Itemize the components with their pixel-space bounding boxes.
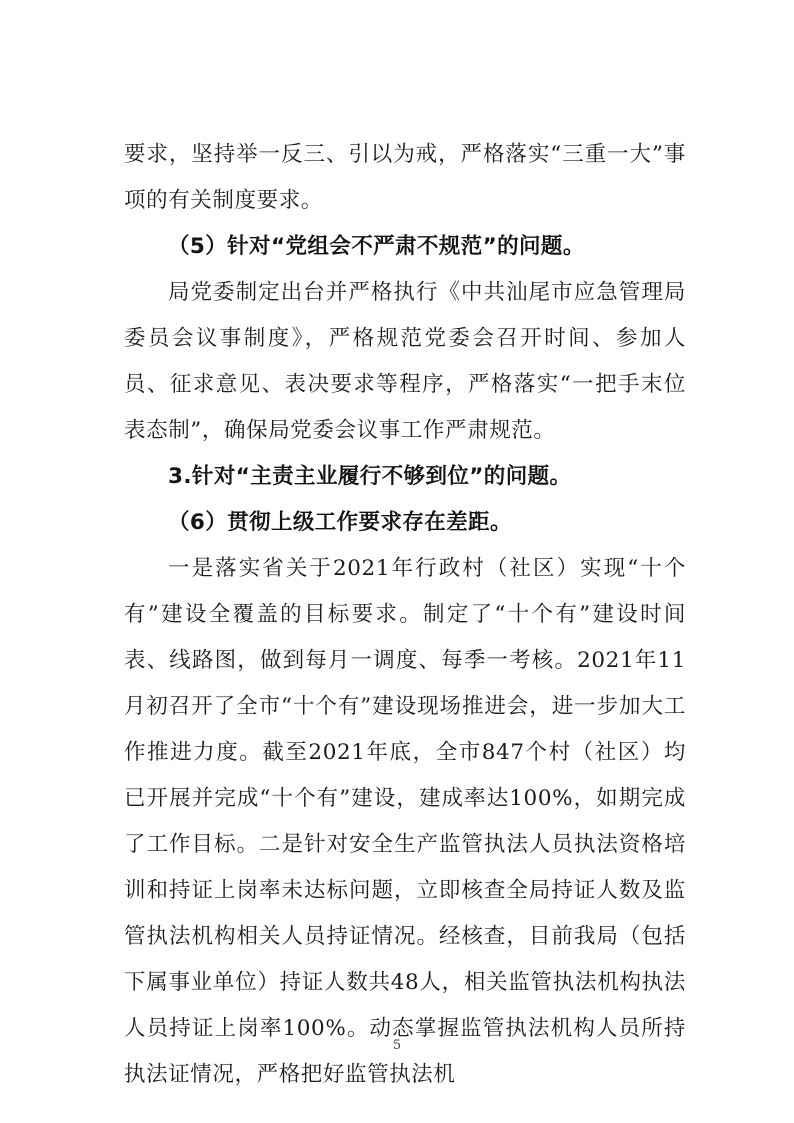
paragraph-continuation: 要求，坚持举一反三、引以为戒，严格落实“三重一大”事项的有关制度要求。 (124, 142, 686, 213)
heading-item-6: （6）贯彻上级工作要求存在差距。 (168, 510, 512, 535)
paragraph-implementation-details: 一是落实省关于2021年行政村（社区）实现“十个有”建设全覆盖的目标要求。制定了“十个有”建设时间表、线路图，做到每月一调度、每季一考核。2021年11月初召开了全市“十个有”建设现场推进会，进一步加大工作推进力度。截至2021年底，全市847个村（社区）均已开展并完成“十个有”建设，建成率达100%，如期完成了工作目标。二是针对安全生产监管执法人员执法资格培训和持证上岗率未达标问题，立即核查全局持证人数及监管执法机构相关人员持证情况。经核查，目前我局（包括下属事业单位）持证人数共48人，相关监管执法机构执法人员持证上岗率100%。动态掌握监管执法机构人员所持执法证情况，严格把好监管执法机 (124, 556, 686, 1087)
page-body (124, 132, 686, 1098)
heading-section-3: 3.针对“主责主业履行不够到位”的问题。 (168, 464, 572, 489)
page-number: 5 (392, 1038, 402, 1053)
paragraph-party-committee-rules: 局党委制定出台并严格执行《中共汕尾市应急管理局委员会议事制度》，严格规范党委会召开时间、参加人员、征求意见、表决要求等程序，严格落实“一把手末位表态制”，确保局党委会议事工作严肃规范。 (124, 280, 686, 443)
heading-item-5: （5）针对“党组会不严肃不规范”的问题。 (168, 234, 585, 259)
